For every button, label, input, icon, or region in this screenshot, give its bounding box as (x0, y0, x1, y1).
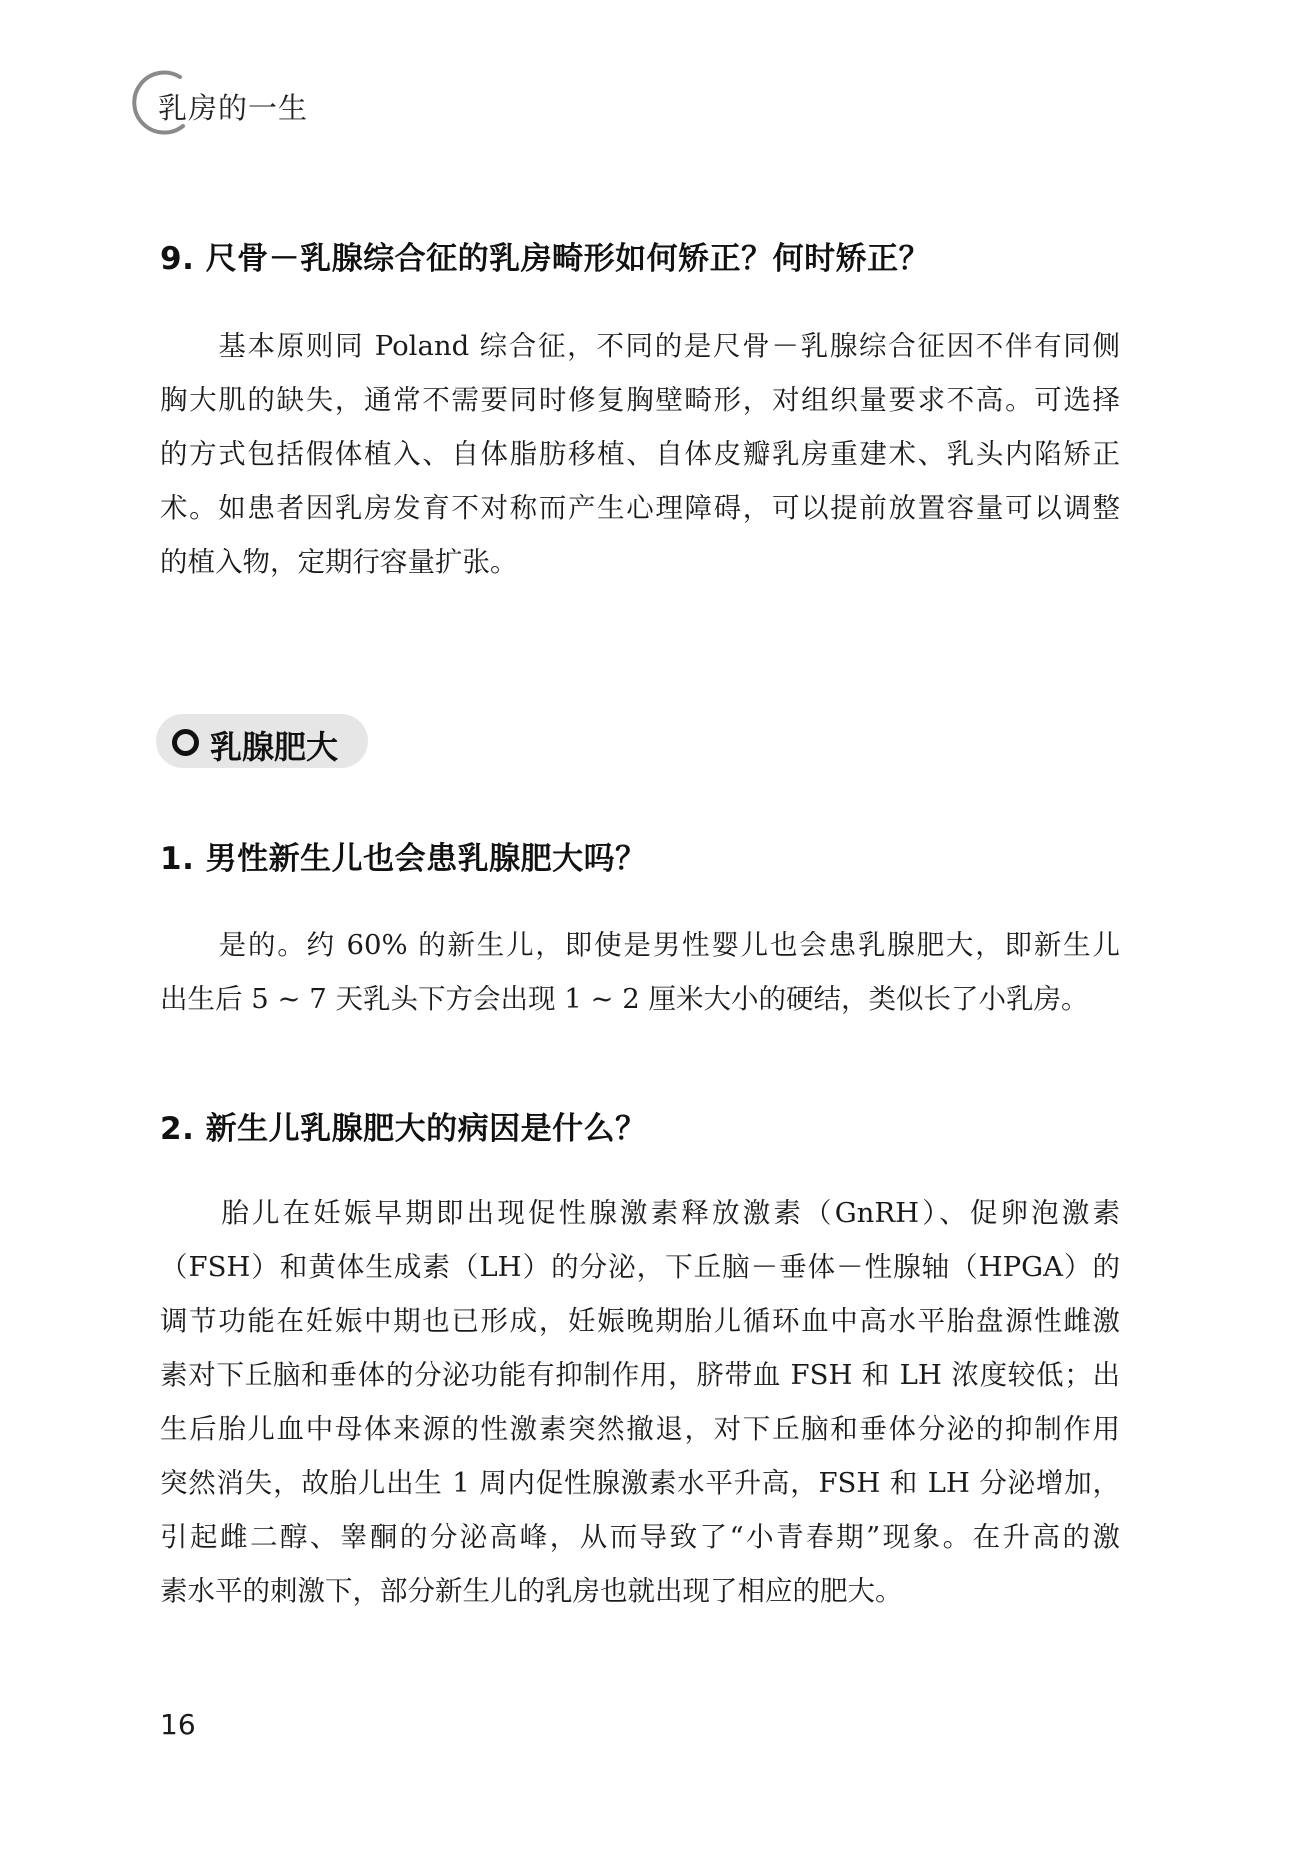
paragraph-line: 术。如患者因乳房发育不对称而产生心理障碍，可以提前放置容量可以调整 (160, 492, 1120, 524)
paragraph-line: 是的。约 60% 的新生儿，即使是男性婴儿也会患乳腺肥大，即新生儿 (160, 929, 1120, 961)
circle-bullet-icon (172, 729, 199, 756)
question-1-answer (160, 918, 1120, 1026)
question-2-answer (160, 1186, 1120, 1618)
paragraph-line: 调节功能在妊娠中期也已形成，妊娠晚期胎儿循环血中高水平胎盘源性雌激 (160, 1305, 1120, 1337)
page-number: 16 (160, 1708, 196, 1741)
running-header (125, 68, 525, 148)
section-heading-label: 乳腺肥大 (210, 728, 339, 766)
paragraph-line: 引起雌二醇、睾酮的分泌高峰，从而导致了“小青春期”现象。在升高的激 (160, 1521, 1120, 1553)
running-header-title: 乳房的一生 (158, 91, 309, 125)
paragraph-line: 胸大肌的缺失，通常不需要同时修复胸壁畸形，对组织量要求不高。可选择 (160, 384, 1120, 416)
question-9-answer (160, 319, 1120, 589)
paragraph-line: 出生后 5 ~ 7 天乳头下方会出现 1 ~ 2 厘米大小的硬结，类似长了小乳房。 (160, 983, 1089, 1015)
paragraph-line: 生后胎儿血中母体来源的性激素突然撤退，对下丘脑和垂体分泌的抑制作用 (160, 1413, 1120, 1445)
question-2-heading: 2. 新生儿乳腺肥大的病因是什么？ (160, 1111, 647, 1147)
question-1-heading: 1. 男性新生儿也会患乳腺肥大吗？ (160, 841, 647, 877)
paragraph-line: 基本原则同 Poland 综合征，不同的是尺骨－乳腺综合征因不伴有同侧 (160, 330, 1120, 362)
paragraph-line: 素对下丘脑和垂体的分泌功能有抑制作用，脐带血 FSH 和 LH 浓度较低；出 (160, 1359, 1120, 1391)
question-9-heading: 9. 尺骨－乳腺综合征的乳房畸形如何矫正？何时矫正？ (160, 241, 931, 277)
paragraph-line: 素水平的刺激下，部分新生儿的乳房也就出现了相应的肥大。 (160, 1575, 903, 1607)
paragraph-line: 突然消失，故胎儿出生 1 周内促性腺激素水平升高，FSH 和 LH 分泌增加， (160, 1467, 1120, 1499)
section-heading-pill (156, 714, 368, 768)
paragraph-line: 胎儿在妊娠早期即出现促性腺激素释放激素（GnRH）、促卵泡激素 (160, 1197, 1120, 1229)
paragraph-line: （FSH）和黄体生成素（LH）的分泌，下丘脑－垂体－性腺轴（HPGA）的 (160, 1251, 1120, 1283)
paragraph-line: 的方式包括假体植入、自体脂肪移植、自体皮瓣乳房重建术、乳头内陷矫正 (160, 438, 1120, 470)
paragraph-line: 的植入物，定期行容量扩张。 (160, 546, 518, 578)
